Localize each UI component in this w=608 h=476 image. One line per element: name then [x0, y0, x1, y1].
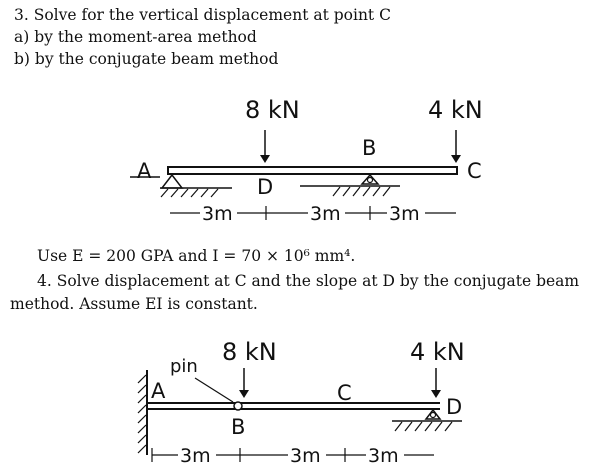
dimension-label-2: 3m — [290, 445, 321, 467]
fixed-support-A-icon — [138, 370, 147, 455]
problem3-part-b: b) by the conjugate beam method — [14, 50, 279, 68]
point-label-C: C — [467, 159, 482, 183]
problem4-title-line1: 4. Solve displacement at C and the slope at D by the conjugate beam — [37, 272, 580, 290]
problem3-title: 3. Solve for the vertical displacement at point C — [14, 6, 391, 24]
load-label-8kN: 8 kN — [222, 338, 277, 366]
load-label-4kN: 4 kN — [410, 338, 465, 366]
dimension-label-1: 3m — [180, 445, 211, 467]
problem4-title-line2: method. Assume EI is constant. — [10, 295, 258, 313]
load-arrow-4kN-icon — [431, 368, 441, 398]
problem3-part-a: a) by the moment-area method — [14, 28, 257, 46]
beam-4 — [148, 403, 440, 409]
point-label-D: D — [446, 395, 463, 419]
dimension-label-2: 3m — [310, 203, 341, 225]
point-label-A: A — [151, 379, 166, 403]
point-label-A: A — [137, 159, 152, 183]
load-label-4kN: 4 kN — [428, 96, 483, 124]
problem3-given: Use E = 200 GPA and I = 70 × 10⁶ mm⁴. — [37, 247, 356, 265]
point-label-B: B — [231, 415, 246, 439]
dimension-label-1: 3m — [202, 203, 233, 225]
point-label-C: C — [337, 381, 352, 405]
pin-label: pin — [170, 356, 198, 377]
point-label-B: B — [362, 136, 377, 160]
point-label-D: D — [257, 175, 274, 199]
dimension-label-3: 3m — [389, 203, 420, 225]
load-label-8kN: 8 kN — [245, 96, 300, 124]
dimension-label-3: 3m — [368, 445, 399, 467]
pin-hinge-B-icon — [234, 402, 242, 410]
pin-pointer-line — [195, 378, 233, 402]
load-arrow-8kN-icon — [239, 368, 249, 398]
